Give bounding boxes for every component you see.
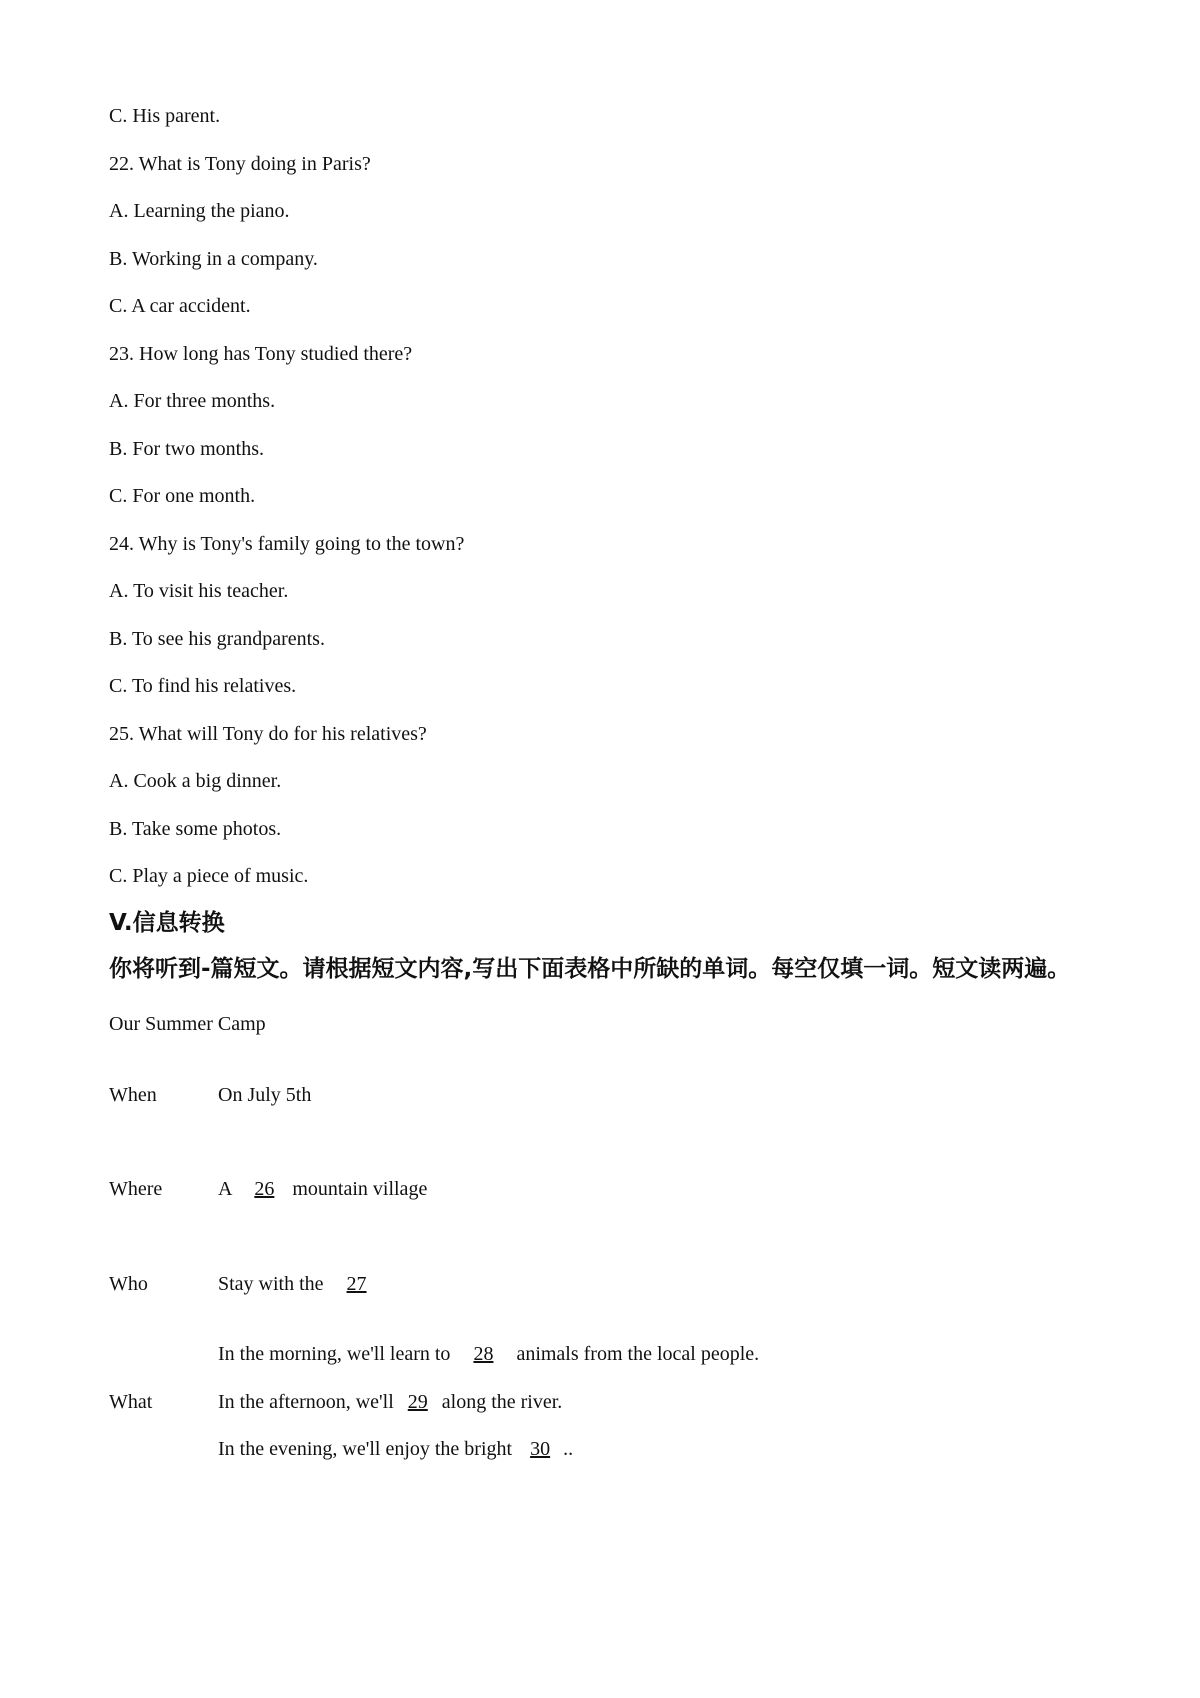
blank-27: 27 <box>346 1273 367 1295</box>
section-instruction: 你将听到-篇短文。请根据短文内容,写出下面表格中所缺的单词。每空仅填一词。短文读两遍。 <box>109 956 1071 982</box>
who-prefix: Stay with the <box>218 1273 329 1295</box>
afternoon-prefix: In the afternoon, we'll <box>218 1391 399 1413</box>
option-a-25: A. Cook a big dinner. <box>109 770 282 792</box>
when-value: On July 5th <box>218 1084 312 1106</box>
option-c-21: C. His parent. <box>109 105 221 127</box>
who-value <box>218 1272 385 1296</box>
option-c-23: C. For one month. <box>109 485 256 507</box>
option-b-22: B. Working in a company. <box>109 248 318 270</box>
question-25: 25. What will Tony do for his relatives? <box>109 723 427 745</box>
what-label: What <box>109 1391 153 1413</box>
option-a-22: A. Learning the piano. <box>109 200 290 222</box>
question-22: 22. What is Tony doing in Paris? <box>109 153 371 175</box>
evening-suffix: .. <box>563 1438 574 1460</box>
what-morning <box>218 1342 759 1366</box>
morning-suffix: animals from the local people. <box>511 1343 760 1365</box>
section-heading: V.信息转换 <box>109 910 225 936</box>
option-a-23: A. For three months. <box>109 390 276 412</box>
what-evening <box>218 1437 573 1461</box>
blank-28: 28 <box>473 1343 494 1365</box>
blank-29: 29 <box>407 1391 428 1413</box>
when-label: When <box>109 1084 157 1106</box>
table-title: Our Summer Camp <box>109 1013 266 1035</box>
option-c-24: C. To find his relatives. <box>109 675 297 697</box>
where-prefix: A <box>218 1178 237 1200</box>
option-c-25: C. Play a piece of music. <box>109 865 309 887</box>
option-b-23: B. For two months. <box>109 438 265 460</box>
where-value <box>218 1177 427 1201</box>
blank-26: 26 <box>254 1178 275 1200</box>
who-label: Who <box>109 1273 148 1295</box>
option-c-22: C. A car accident. <box>109 295 251 317</box>
option-b-24: B. To see his grandparents. <box>109 628 325 650</box>
afternoon-suffix: along the river. <box>436 1391 563 1413</box>
what-afternoon <box>218 1390 562 1414</box>
blank-30: 30 <box>530 1438 551 1460</box>
morning-prefix: In the morning, we'll learn to <box>218 1343 456 1365</box>
question-23: 23. How long has Tony studied there? <box>109 343 413 365</box>
where-suffix: mountain village <box>292 1178 428 1200</box>
option-a-24: A. To visit his teacher. <box>109 580 289 602</box>
evening-prefix: In the evening, we'll enjoy the bright <box>218 1438 518 1460</box>
option-b-25: B. Take some photos. <box>109 818 282 840</box>
question-24: 24. Why is Tony's family going to the town? <box>109 533 465 555</box>
where-label: Where <box>109 1178 163 1200</box>
